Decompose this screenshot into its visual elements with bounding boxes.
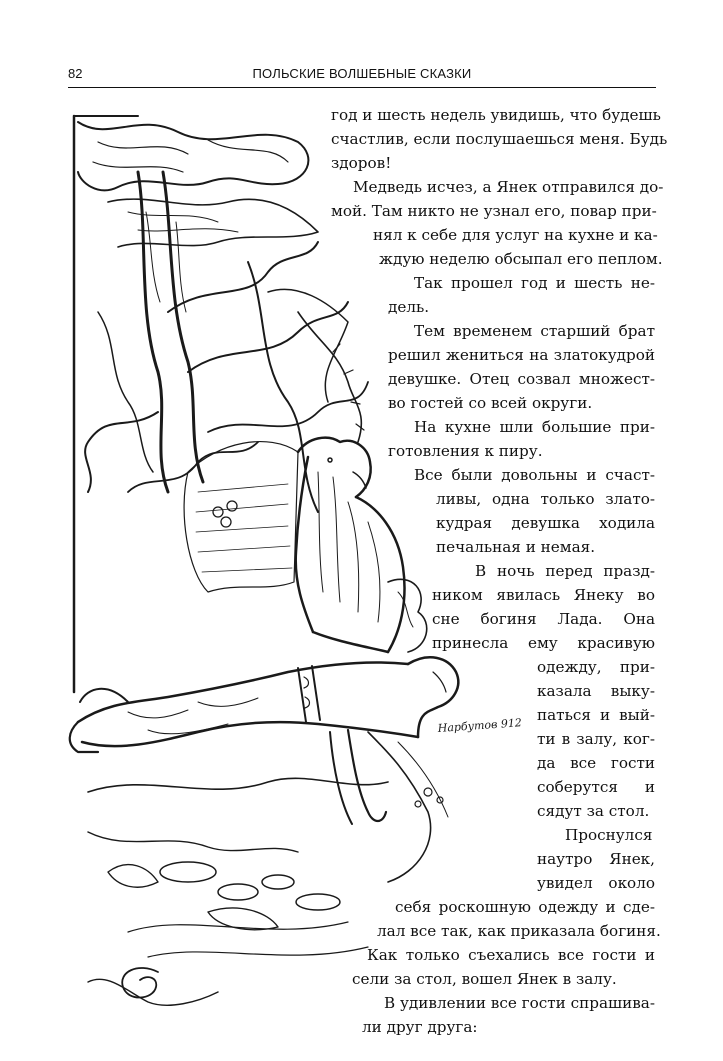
text-line: здоров!	[331, 154, 392, 172]
artist-signature: Нарбутов 912	[437, 716, 523, 735]
running-title: ПОЛЬСКИЕ ВОЛШЕБНЫЕ СКАЗКИ	[252, 66, 472, 81]
text-line: год и шесть недель увидишь, что будешь	[331, 106, 661, 124]
text-line: печальная и немая.	[436, 538, 596, 556]
text-line: казала выку-	[537, 682, 655, 700]
text-line: ником явилась Янеку во	[432, 586, 655, 604]
text-line: паться и вый-	[537, 706, 655, 724]
text-line: ти в залу, ког-	[537, 730, 655, 748]
text-line: да все гости	[537, 754, 655, 772]
text-line: нял к себе для услуг на кухне и ка-	[373, 226, 658, 244]
text-line: увидел около	[537, 874, 655, 892]
text-line: готовления к пиру.	[388, 442, 543, 460]
text-line: сне богиня Лада. Она	[432, 610, 655, 628]
text-line: В удивлении все гости спрашива-	[384, 994, 655, 1012]
text-line: одежду, при-	[537, 658, 655, 676]
text-line: счастлив, если послушаешься меня. Будь	[331, 130, 668, 148]
text-line: сели за стол, вошел Янек в залу.	[352, 970, 617, 988]
text-line: Все были довольны и счаст-	[414, 466, 655, 484]
text-line: На кухне шли большие при-	[414, 418, 655, 436]
text-line: принесла ему красивую	[432, 634, 655, 652]
text-line: Медведь исчез, а Янек отправился до-	[353, 178, 664, 196]
text-line: соберутся и	[537, 778, 655, 796]
text-line: В ночь перед празд-	[475, 562, 655, 580]
page-number: 82	[68, 66, 83, 81]
text-line: девушке. Отец созвал множест-	[388, 370, 655, 388]
text-line: ли друг друга:	[362, 1018, 478, 1036]
header-rule	[68, 87, 656, 88]
text-line: себя роскошную одежду и сде-	[395, 898, 655, 916]
text-line: кудрая девушка ходила	[436, 514, 655, 532]
text-line: Тем временем старший брат	[414, 322, 655, 340]
text-line: ждую неделю обсыпал его пеплом.	[379, 250, 663, 268]
text-line: ливы, одна только злато-	[436, 490, 655, 508]
text-line: мой. Там никто не узнал его, повар при-	[331, 202, 657, 220]
text-line: Так прошел год и шесть не-	[414, 274, 655, 292]
running-header	[68, 66, 656, 84]
text-line: решил жениться на златокудрой	[388, 346, 655, 364]
text-line: Проснулся	[565, 826, 653, 844]
text-line: наутро Янек,	[537, 850, 655, 868]
text-line: сядут за стол.	[537, 802, 650, 820]
text-line: во гостей со всей округи.	[388, 394, 593, 412]
text-line: лал все так, как приказала богиня.	[377, 922, 661, 940]
text-line: Как только съехались все гости и	[367, 946, 655, 964]
text-line: дель.	[388, 298, 430, 316]
